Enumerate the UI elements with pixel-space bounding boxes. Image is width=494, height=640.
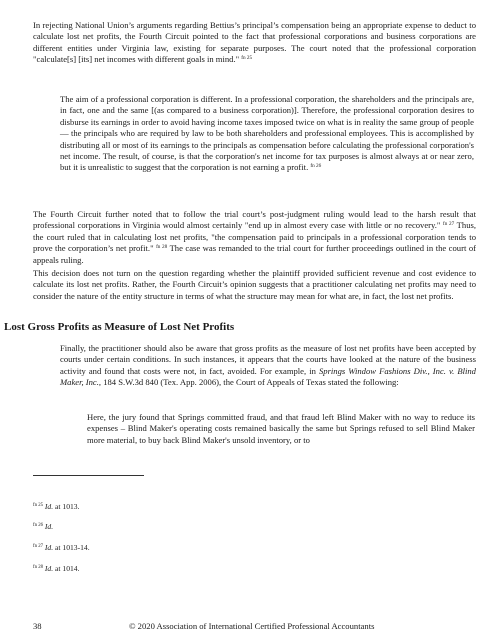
- page-number: 38: [33, 621, 42, 631]
- footnote-ref-26[interactable]: fn 26: [310, 163, 322, 170]
- footnote-28: [33, 564, 80, 573]
- footnote-text: at 1014.: [53, 564, 80, 573]
- paragraph-text: In rejecting National Union’s arguments regarding Bettius’s principal’s compensation being an appropriate expense to deduct to calculate lost net profits, the Fourth Circuit pointed to the fact that professional corporations and business corporations are different entities under Virginia law, existing for separate purposes. The court noted that the professional corporation "calculate[s] [its] net incomes with different goals in mind.": [33, 20, 476, 65]
- footnote-26: [33, 522, 53, 531]
- paragraph-text: The case was remanded to the trial court for further proceedings outlined in the court of appeals ruling.: [33, 243, 476, 265]
- footnote-ref-28[interactable]: fn 28: [156, 243, 168, 250]
- paragraph-fourth-circuit-rejection: [33, 20, 476, 66]
- section-heading: Lost Gross Profits as Measure of Lost Net Profits: [4, 321, 235, 333]
- footnote-text: at 1013-14.: [53, 543, 90, 552]
- paragraph-text: , 184 S.W.3d 840 (Tex. App. 2006), the Court of Appeals of Texas stated the following:: [98, 377, 399, 388]
- footnote-ref-25[interactable]: fn 25: [241, 54, 253, 61]
- paragraph-text: Finally, the practitioner should also be aware that gross profits as the measure of lost net profits have been accepted by courts under certain conditions. In such instances, it appears that the courts have looked at the nature of the business activity and found that costs were not, in fact, avoided. For example, in: [60, 343, 476, 376]
- footnote-id: Id.: [44, 522, 54, 531]
- footnote-25: [33, 502, 80, 511]
- footnote-ref-27[interactable]: fn 27: [443, 221, 455, 228]
- copyright-notice: © 2020 Association of International Certified Professional Accountants: [129, 621, 375, 631]
- footnote-id: Id.: [44, 564, 54, 573]
- footnote-text: at 1013.: [53, 502, 80, 511]
- footnote-marker: fn 27: [33, 544, 43, 550]
- block-quote-professional-corporation: [60, 94, 474, 174]
- footnote-divider: [33, 475, 144, 476]
- footnote-marker: fn 26: [33, 523, 43, 529]
- quote-text: The aim of a professional corporation is different. In a professional corporation, the shareholders and the principals are, in fact, one and the same [(as compared to a business corporation)]. Therefore, the professional corporation desires to disburse its earnings in order to avoid having income taxes imposed twice on what is in reality the same group of people — the principals who are required by law to be both shareholders and professional employees. This is accomplished by distributing all or most of its earnings to the principals as compensation before calculating the professional corporation's net income. The result, of course, is that the corporation's net income for tax purposes is almost always at or near zero, but it is unrealistic to suggest that the corporation is not earning a profit.: [60, 94, 474, 173]
- paragraph-decision-scope: This decision does not turn on the question regarding whether the plaintiff provided sufficient revenue and cost evidence to calculate its lost net profits. Rather, the Fourth Circuit’s opinion suggests that a practitioner calculating net profits may need to consider the nature of the entity structure in terms of what the structure may mean for what are, in fact, the lost net profits.: [33, 268, 476, 301]
- paragraph-text: Thus, the court ruled that in calculating lost net profits, "the compensation paid to principals in a professional corporation tends to prove the corporation’s net profit.": [33, 220, 476, 254]
- case-citation: Springs Window Fashions Div., Inc. v. Blind Maker, Inc.: [60, 365, 476, 388]
- footnote-marker: fn 28: [33, 565, 43, 571]
- footnote-id: Id.: [44, 543, 54, 552]
- paragraph-text: The Fourth Circuit further noted that to follow the trial court’s post-judgment ruling would lead to the harsh result that professional corporations in Virginia would almost certainly "end up in almost every case with little or no recovery.": [33, 209, 476, 231]
- paragraph-gross-profits: [60, 343, 476, 389]
- block-quote-springs: Here, the jury found that Springs committed fraud, and that fraud left Blind Maker with no way to reduce its expenses – Blind Maker's operating costs remained basically the same but Springs refused to sell Blind Maker more material, to buy back Blind Maker's unsold inventory, or to: [87, 412, 475, 445]
- footnote-marker: fn 25: [33, 503, 43, 509]
- footnote-27: [33, 543, 90, 552]
- paragraph-harsh-result: [33, 209, 476, 266]
- footnote-id: Id.: [44, 502, 54, 511]
